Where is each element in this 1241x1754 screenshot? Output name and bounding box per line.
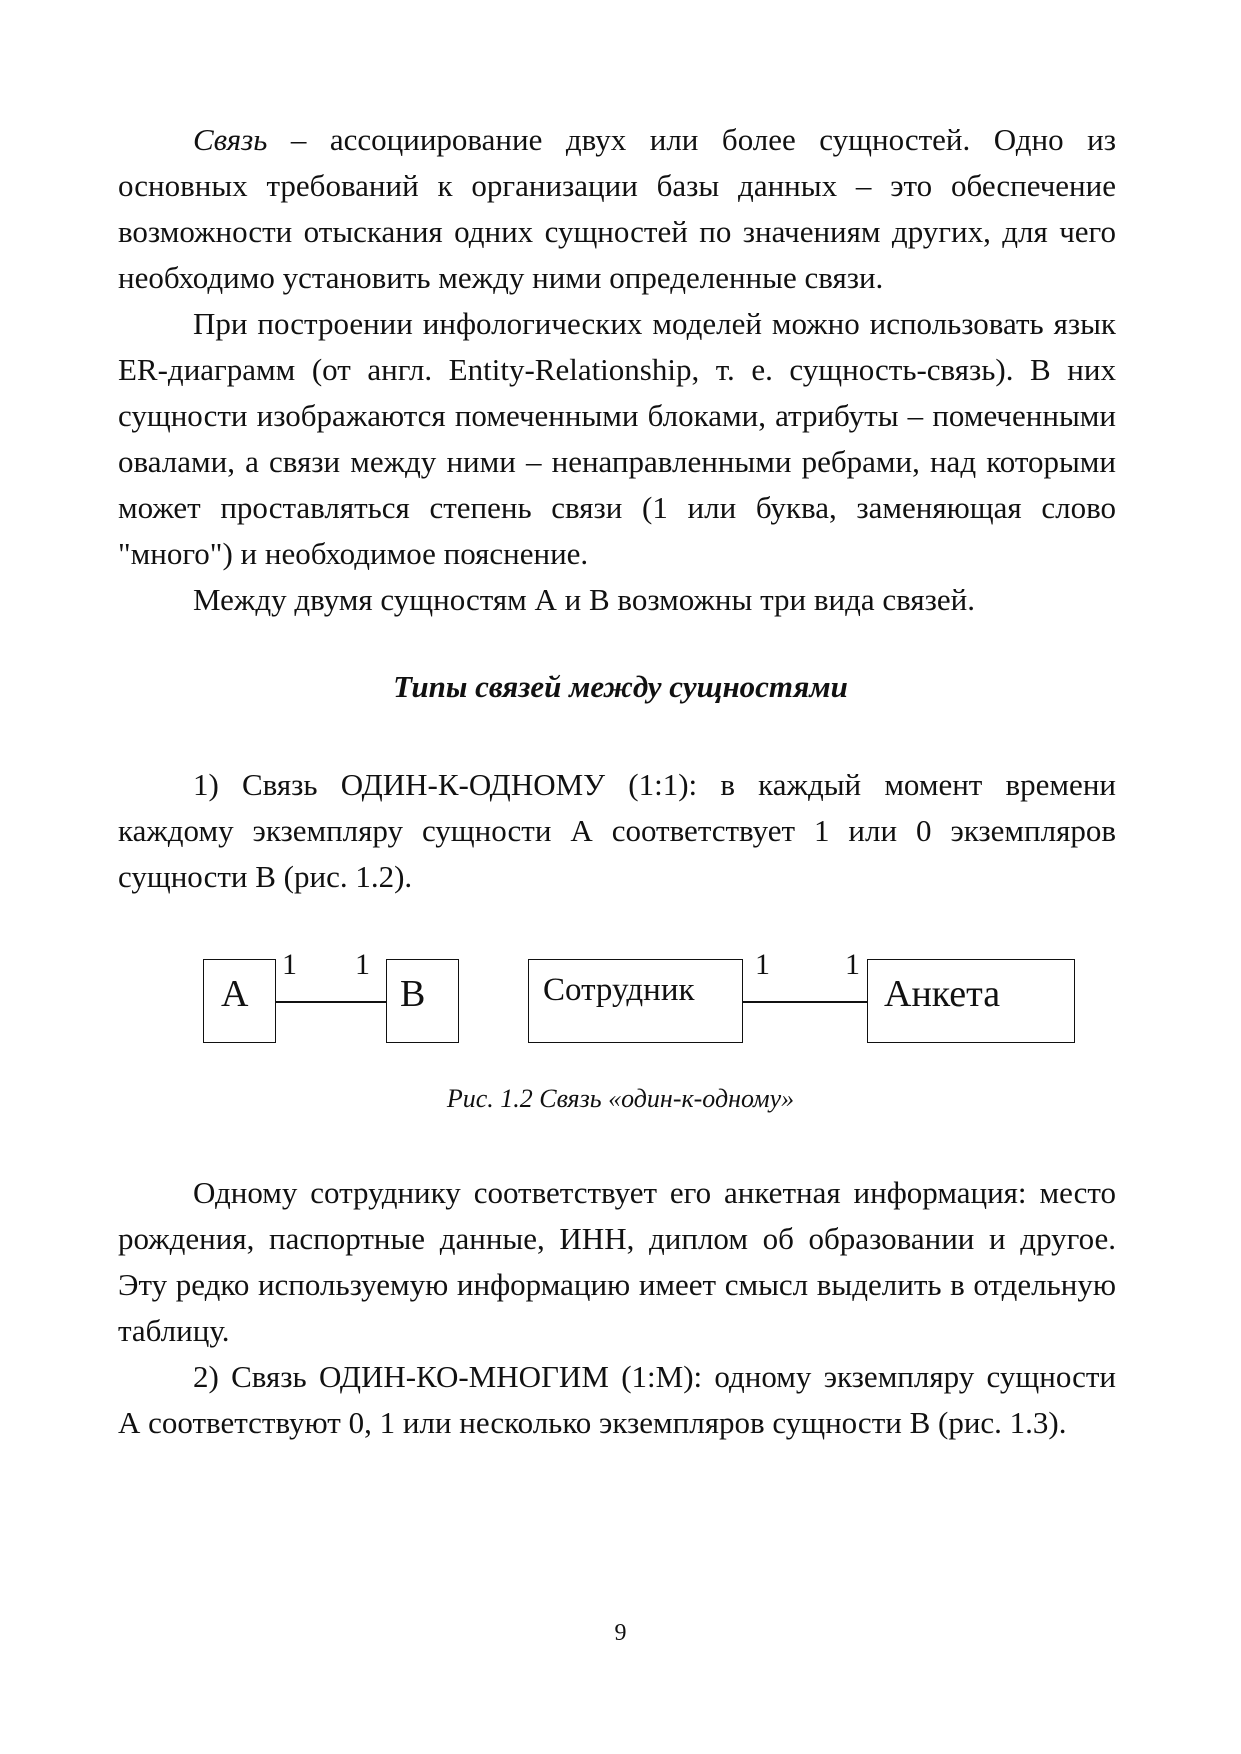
- paragraph-relationship-definition: [118, 117, 1116, 301]
- relationship-line-employee-form: [743, 1001, 867, 1003]
- page-number: 9: [614, 1620, 627, 1646]
- figure-caption: Рис. 1.2 Связь «один-к-одному»: [446, 1084, 795, 1113]
- entity-label-form: Анкета: [884, 973, 1001, 1015]
- er-diagram-figure: [0, 950, 1241, 1080]
- entity-label-b: В: [400, 973, 426, 1015]
- cardinality-ab-right: 1: [355, 948, 370, 981]
- section-heading: Типы связей между сущностями: [393, 669, 848, 704]
- term-relationship: Связь: [193, 122, 268, 157]
- entity-box-b: [386, 959, 459, 1043]
- relationship-line-ab: [276, 1001, 386, 1003]
- entity-box-employee: [528, 959, 743, 1043]
- cardinality-ab-left: 1: [282, 948, 297, 981]
- entity-box-form: [867, 959, 1075, 1043]
- paragraph-three-kinds: Между двумя сущностям А и В возможны три вида связей.: [193, 582, 975, 617]
- paragraph-one-to-many: 2) Связь ОДИН-КО-МНОГИМ (1:М): одному экземпляру сущности А соответствуют 0, 1 или несколько экземпляров сущности В (рис. 1.3).: [118, 1359, 1116, 1440]
- cardinality-ef-left: 1: [755, 948, 770, 981]
- paragraph-text: – ассоциирование двух или более сущностей. Одно из основных требований к организации базы данных – это обеспечение возможности отыскания одних сущностей по значениям других, для чего необходимо установить между ними определенные связи.: [118, 122, 1116, 295]
- entity-label-employee: Сотрудник: [543, 972, 695, 1008]
- entity-label-a: А: [221, 973, 249, 1015]
- paragraph-employee-form: Одному сотруднику соответствует его анкетная информация: место рождения, паспортные данные, ИНН, диплом об образовании и другое. Эту редко используемую информацию имеет смысл выделить в отдельную таблицу.: [118, 1175, 1116, 1348]
- paragraph-er-diagrams: При построении инфологических моделей можно использовать язык ER-диаграмм (от англ. Entity-Relationship, т. е. сущность-связь). В них сущности изображаются помеченными блоками, атрибуты – помеченными овалами, а связи между ними – ненаправленными ребрами, над которыми может проставляться степень связи (1 или буква, заменяющая слово "много") и необходимое пояснение.: [118, 306, 1116, 571]
- paragraph-one-to-one: 1) Связь ОДИН-К-ОДНОМУ (1:1): в каждый момент времени каждому экземпляру сущности А соответствует 1 или 0 экземпляров сущности В (рис. 1.2).: [118, 767, 1116, 894]
- entity-box-a: [203, 959, 276, 1043]
- cardinality-ef-right: 1: [845, 948, 860, 981]
